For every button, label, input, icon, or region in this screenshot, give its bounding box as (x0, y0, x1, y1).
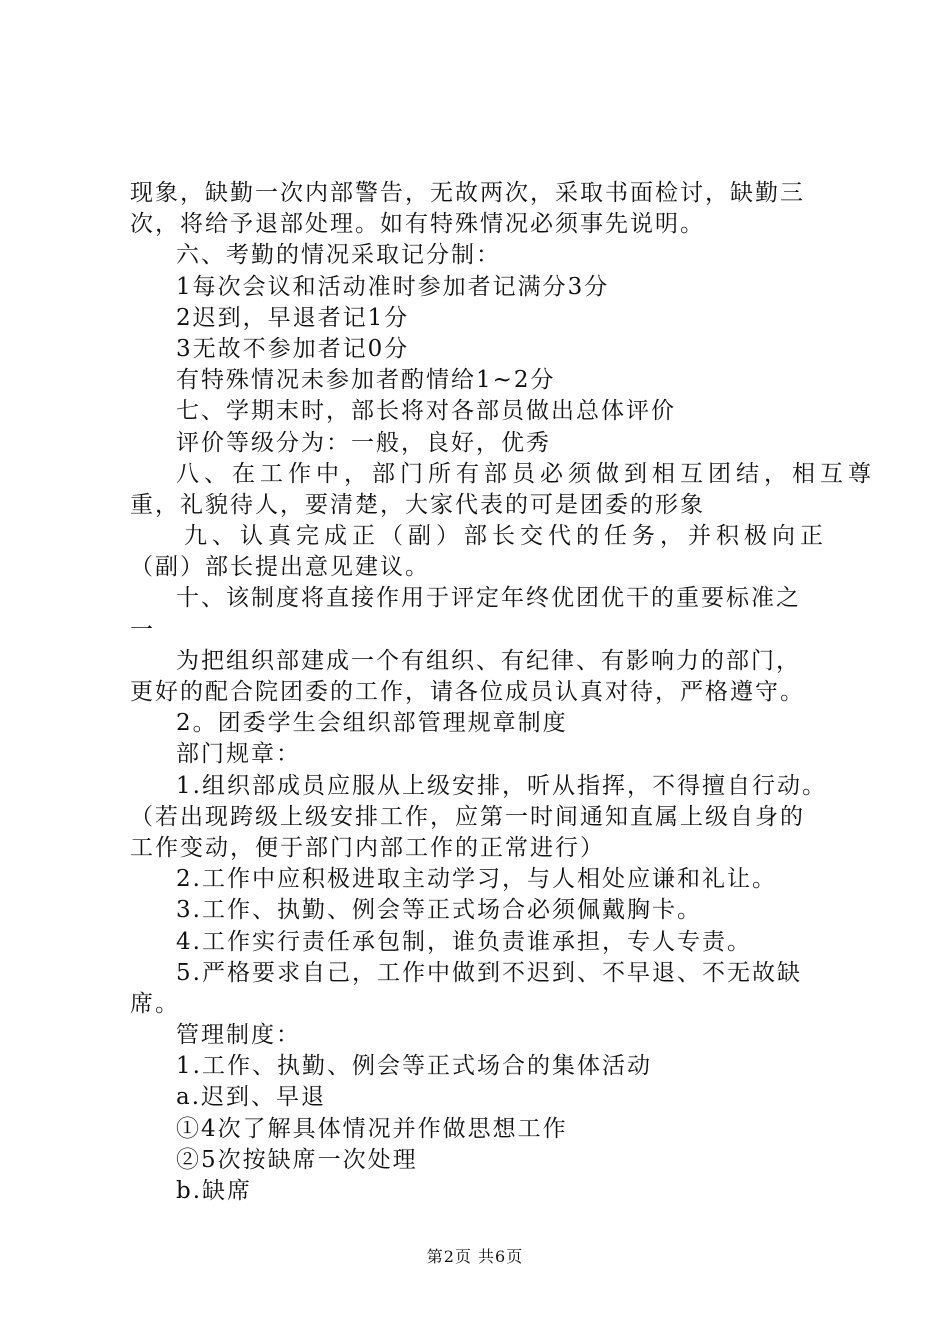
document-body (130, 178, 876, 1207)
paragraph-line: 九、认真完成正（副）部长交代的任务，并积极向正 (184, 523, 828, 550)
paragraph-line: （副）部长提出意见建议。 (130, 554, 430, 581)
paragraph-line: 1.组织部成员应服从上级安排，听从指挥，不得擅自行动。 (176, 772, 827, 799)
paragraph-line: 十、该制度将直接作用于评定年终优团优干的重要标准之 (176, 585, 801, 612)
paragraph-line: 5.严格要求自己，工作中做到不迟到、不早退、不无故缺 (176, 959, 802, 986)
paragraph-line: 六、考勤的情况采取记分制： (176, 242, 501, 269)
paragraph-line: ①4次了解具体情况并作做思想工作 (176, 1115, 568, 1142)
paragraph-line: 3无故不参加者记0分 (176, 335, 410, 362)
paragraph-line: a.迟到、早退 (176, 1084, 327, 1111)
paragraph-line: 评价等级分为：一般，良好，优秀 (176, 429, 551, 456)
paragraph-line: 2.工作中应积极进取主动学习，与人相处应谦和礼让。 (176, 866, 777, 893)
paragraph-line: b.缺席 (176, 1178, 253, 1204)
paragraph-line: 为把组织部建成一个有组织、有纪律、有影响力的部门， (176, 647, 801, 674)
paragraph-line: 八、在工作中，部门所有部员必须做到相互团结，相互尊 (176, 460, 876, 487)
paragraph-line: 1.工作、执勤、例会等正式场合的集体活动 (176, 1053, 652, 1080)
paragraph-line: 一 (130, 616, 155, 643)
paragraph-line: 工作变动，便于部门内部工作的正常进行） (130, 834, 605, 861)
paragraph-line: 3.工作、执勤、例会等正式场合必须佩戴胸卡。 (176, 897, 702, 924)
subsection-heading: 部门规章： (176, 741, 301, 768)
paragraph-line: 七、学期末时，部长将对各部员做出总体评价 (176, 398, 676, 425)
paragraph-line: 次，将给予退部处理。如有特殊情况必须事先说明。 (130, 211, 705, 238)
paragraph-line: 2迟到，早退者记1分 (176, 304, 410, 331)
paragraph-line: 重，礼貌待人，要清楚，大家代表的可是团委的形象 (130, 491, 705, 518)
paragraph-line: 有特殊情况未参加者酌情给1~2分 (176, 367, 556, 394)
paragraph-line: ②5次按缺席一次处理 (176, 1146, 418, 1173)
paragraph-line: （若出现跨级上级安排工作，应第一时间通知直属上级自身的 (130, 803, 805, 830)
paragraph-line: 4.工作实行责任承包制，谁负责谁承担，专人专责。 (176, 928, 752, 955)
paragraph-line: 1每次会议和活动准时参加者记满分3分 (176, 273, 610, 300)
subsection-heading: 管理制度： (176, 1022, 301, 1049)
paragraph-line: 现象，缺勤一次内部警告，无故两次，采取书面检讨，缺勤三 (130, 180, 805, 206)
paragraph-line: 更好的配合院团委的工作，请各位成员认真对待，严格遵守。 (130, 679, 805, 705)
paragraph-line: 席。 (130, 990, 180, 1017)
page-footer: 第2页 共6页 (426, 1247, 524, 1266)
section-heading: 2。团委学生会组织部管理规章制度 (176, 710, 568, 737)
